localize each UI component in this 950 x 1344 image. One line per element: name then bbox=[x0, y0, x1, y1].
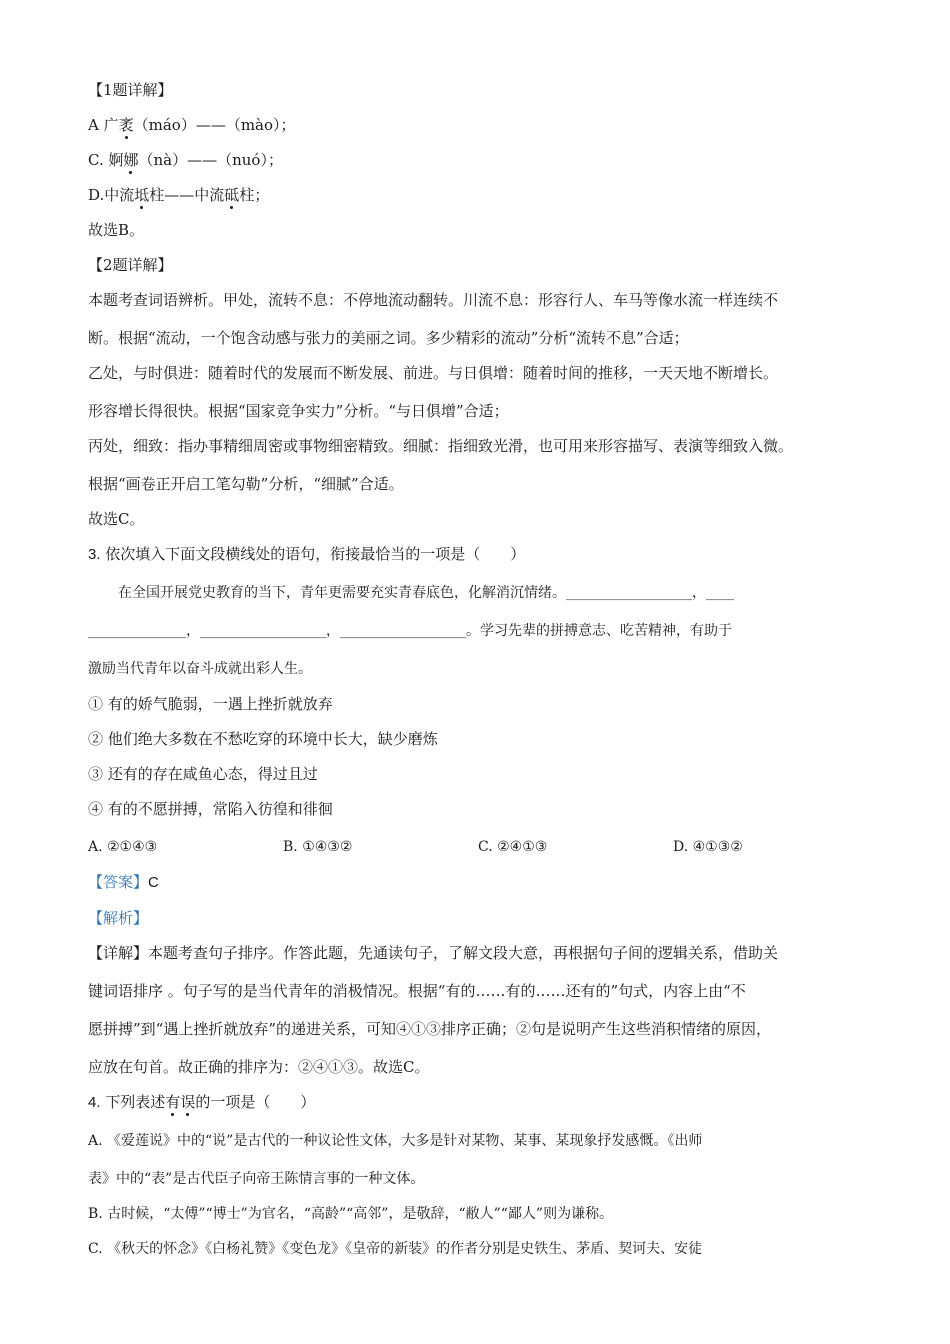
text: 的一项是（ ） bbox=[195, 1093, 316, 1111]
q4-option-line: B. 古时候，“太傅”“博士”为官名，“高龄”“高邻”，是敬辞，“敝人”“鄙人”则为谦称。 bbox=[88, 1206, 614, 1222]
q3-item: ④ 有的不愿拼搏，常陷入彷徨和徘徊 bbox=[88, 800, 333, 818]
q3-item: ① 有的娇气脆弱，一遇上挫折就放弃 bbox=[88, 695, 333, 713]
q2-paragraph-line: 本题考查词语辨析。甲处，流转不息：不停地流动翻转。川流不息：形容行人、车马等像水流一样连续不 bbox=[88, 291, 779, 309]
q3-item: ② 他们绝大多数在不愁吃穿的环境中长大，缺少磨炼 bbox=[88, 730, 438, 748]
q3-answer bbox=[88, 872, 878, 893]
emphasis-char: 坻 bbox=[134, 186, 150, 204]
q2-paragraph-line: 乙处，与时俱进：随着时代的发展而不断发展、前进。与日俱增：随着时间的推移，一天天地不断增长。 bbox=[88, 364, 779, 382]
document-page bbox=[88, 80, 878, 1259]
q1-conclusion: 故选B。 bbox=[88, 221, 145, 239]
emphasis-char: 误 bbox=[180, 1093, 196, 1111]
text: 下列表述 bbox=[105, 1093, 166, 1111]
q3-detail-line: 【详解】本题考查句子排序。作答此题，先通读句子，了解文段大意，再根据句子间的逻辑关系，借助关 bbox=[88, 944, 779, 962]
q1-line-a bbox=[88, 115, 878, 135]
q3-options bbox=[88, 837, 878, 857]
q1-line-c bbox=[88, 150, 878, 170]
q3-option-a: A. ②①④③ bbox=[88, 839, 158, 855]
answer-label: 【答案】 bbox=[88, 873, 149, 891]
text: （nà）——（nuó）； bbox=[138, 151, 283, 169]
q4-stem bbox=[88, 1092, 878, 1113]
q3-number: 3. bbox=[88, 546, 101, 563]
q2-paragraph-line: 形容增长得很快。根据“国家竞争实力”分析。“与日俱增”合适； bbox=[88, 402, 509, 420]
text: 柱； bbox=[239, 186, 270, 204]
text: （máo）——（mào）； bbox=[133, 116, 296, 134]
q2-paragraph-line: 丙处，细致：指办事精细周密或事物细密精致。细腻：指细致光滑，也可用来形容描写、表演等细致入微。 bbox=[88, 437, 794, 455]
q3-item: ③ 还有的存在咸鱼心态，得过且过 bbox=[88, 765, 318, 783]
q3-detail-line: 应放在句首。故正确的排序为：②④①③。故选C。 bbox=[88, 1058, 430, 1076]
text: 柱——中流 bbox=[149, 186, 225, 204]
text: A 广 bbox=[88, 116, 119, 134]
q4-option-line: 表》中的“表”是古代臣子向帝王陈情言事的一种文体。 bbox=[88, 1171, 425, 1187]
q1-line-d bbox=[88, 185, 878, 205]
emphasis-char: 娜 bbox=[123, 151, 139, 169]
q4-option-line: A. 《爱莲说》中的“说”是古代的一种议论性文体，大多是针对某物、某事、某现象抒发感慨。《出师 bbox=[88, 1133, 703, 1149]
q2-detail-heading: 【2题详解】 bbox=[88, 256, 173, 274]
q3-stem bbox=[88, 544, 878, 565]
q3-passage-line: 在全国开展党史教育的当下，青年更需要充实青春底色，化解消沉情绪。__________________，____ bbox=[118, 585, 734, 601]
emphasis-char: 袤 bbox=[118, 116, 134, 134]
analysis-label: 【解析】 bbox=[88, 909, 149, 927]
q2-paragraph-line: 断。根据“流动，一个饱含动感与张力的美丽之词。多少精彩的流动”分析“流转不息”合适； bbox=[88, 329, 689, 347]
text: D.中流 bbox=[88, 186, 135, 204]
q3-passage-line: 激励当代青年以奋斗成就出彩人生。 bbox=[88, 661, 312, 677]
q2-conclusion: 故选C。 bbox=[88, 510, 145, 528]
q1-detail-heading: 【1题详解】 bbox=[88, 81, 173, 99]
answer-value: C bbox=[148, 874, 159, 891]
emphasis-char: 有 bbox=[165, 1093, 181, 1111]
emphasis-char: 砥 bbox=[224, 186, 240, 204]
q3-passage-line: ______________，__________________，__________________。学习先辈的拼搏意志、吃苦精神，有助于 bbox=[88, 623, 732, 639]
q3-detail-line: 键词语排序 。句子写的是当代青年的消极情况。根据“有的……有的……还有的”句式，内容上由“不 bbox=[88, 982, 746, 1000]
text: C. 婀 bbox=[88, 151, 124, 169]
q3-stem-text: 依次填入下面文段横线处的语句，衔接最恰当的一项是（ ） bbox=[105, 545, 526, 563]
q3-option-b: B. ①④③② bbox=[283, 839, 353, 855]
q3-option-c: C. ②④①③ bbox=[478, 839, 548, 855]
q4-number: 4. bbox=[88, 1094, 101, 1111]
q3-detail-line: 愿拼搏”到“遇上挫折就放弃”的递进关系，可知④①③排序正确；②句是说明产生这些消积情绪的原因， bbox=[88, 1020, 772, 1038]
q3-option-d: D. ④①③② bbox=[673, 839, 743, 855]
q4-option-line: C. 《秋天的怀念》《白杨礼赞》《变色龙》《皇帝的新装》的作者分别是史铁生、茅盾、契诃夫、安徒 bbox=[88, 1241, 703, 1257]
q2-paragraph-line: 根据“画卷正开启工笔勾勒”分析，“细腻”合适。 bbox=[88, 475, 404, 493]
